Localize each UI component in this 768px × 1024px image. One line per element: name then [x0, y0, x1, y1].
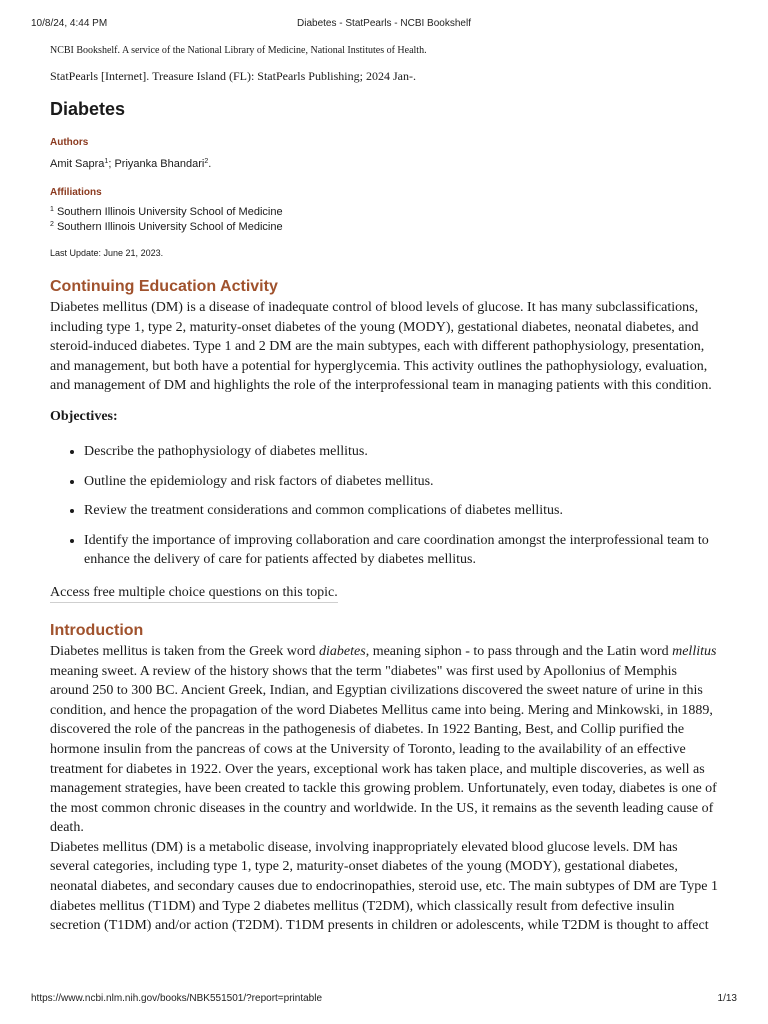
print-url: https://www.ncbi.nlm.nih.gov/books/NBK551501/?report=printable	[31, 993, 323, 1004]
last-update: Last Update: June 21, 2023.	[50, 248, 164, 258]
intro-text: , meaning siphon - to pass through and the Latin word	[365, 643, 673, 659]
author-name[interactable]: Priyanka Bhandari	[114, 158, 205, 170]
page-title: Diabetes	[50, 99, 126, 119]
objective-item: • Identify the importance of improving collaboration and care coordination amongst the interprofessional team to enhance the delivery of care for patients affected by diabetes mellitus.	[84, 531, 718, 570]
objectives-list	[50, 442, 718, 570]
authors-list	[50, 156, 718, 172]
introduction-paragraph-1	[50, 642, 718, 838]
objective-item: • Outline the epidemiology and risk factors of diabetes mellitus.	[84, 472, 718, 492]
affiliation-text: Southern Illinois University School of Medicine	[53, 206, 283, 218]
affiliations-label: Affiliations	[50, 187, 102, 198]
intro-text: meaning sweet. A review of the history shows that the term "diabetes" was first used by Apollonius of Memphis around 250 to 300 BC. Ancient Greek, Indian, and Egyptian civilizations discovered the sweet nature of urine in this condition, and hence the propagation of the word Diabetes Mellitus came into being. Mering and Minkowski, in 1889, discovered the role of the pancreas in the pathogenesis of diabetes. In 1922 Banting, Best, and Collip purified the hormone insulin from the pancreas of cows at the University of Toronto, leading to the availability of an effective treatment for diabetes in 1922. Over the years, exceptional work has taken place, and multiple discoveries, as well as management strategies, have been created to tackle this growing problem. Unfortunately, even today, diabetes is one of the most common chronic diseases in the country and worldwide. In the US, it remains as the seventh leading cause of death.	[50, 663, 717, 836]
author-affiliation-ref[interactable]: 1	[104, 158, 109, 165]
intro-emphasis-mellitus: mellitus	[672, 643, 717, 659]
print-page-number: 1/13	[717, 993, 737, 1004]
section-heading-continuing-education: Continuing Education Activity	[50, 278, 278, 295]
author-separator: ;	[108, 158, 115, 170]
author-name[interactable]: Amit Sapra	[50, 158, 105, 170]
section-heading-introduction: Introduction	[50, 621, 144, 639]
print-page-title: Diabetes - StatPearls - NCBI Bookshelf	[297, 18, 471, 29]
objective-item: • Describe the pathophysiology of diabetes mellitus.	[84, 442, 718, 462]
affiliations-list	[50, 205, 718, 235]
affiliation-text: Southern Illinois University School of Medicine	[53, 221, 283, 233]
intro-text: Diabetes mellitus is taken from the Greek word	[50, 643, 320, 659]
affiliation-item	[50, 205, 718, 220]
intro-emphasis-diabetes: diabetes	[319, 643, 366, 659]
objective-item: • Review the treatment considerations and common complications of diabetes mellitus.	[84, 501, 718, 521]
author-separator: .	[208, 158, 212, 170]
affiliation-item	[50, 220, 718, 235]
affiliation-number: 2	[50, 221, 54, 228]
authors-label: Authors	[50, 137, 89, 148]
introduction-paragraph-2: Diabetes mellitus (DM) is a metabolic disease, involving inappropriately elevated blood glucose levels. DM has several categories, including type 1, type 2, maturity-onset diabetes of the young (MODY), gestational diabetes, neonatal diabetes, and secondary causes due to endocrinopathies, steroid use, etc. The main subtypes of DM are Type 1 diabetes mellitus (T1DM) and Type 2 diabetes mellitus (T2DM), which classically result from defective insulin secretion (T1DM) and/or action (T2DM). T1DM presents in children or adolescents, while T2DM is thought to affect	[50, 839, 718, 934]
document-content	[50, 44, 718, 936]
mcq-access-link[interactable]: Access free multiple choice questions on this topic.	[50, 584, 338, 603]
ncbi-bookshelf-line: NCBI Bookshelf. A service of the National Library of Medicine, National Institutes of Health.	[50, 45, 427, 56]
continuing-education-paragraph: Diabetes mellitus (DM) is a disease of inadequate control of blood levels of glucose. It has many subclassifications, including type 1, type 2, maturity-onset diabetes of the young (MODY), gestational diabetes, neonatal diabetes, and steroid-induced diabetes. Type 1 and 2 DM are the main subtypes, each with different pathophysiology, presentation, and management, but both have a potential for hyperglycemia. This activity outlines the pathophysiology, evaluation, and management of DM and highlights the role of the interprofessional team in managing patients with this condition.	[50, 300, 712, 394]
objectives-label: Objectives:	[50, 408, 118, 424]
author-affiliation-ref[interactable]: 2	[204, 158, 209, 165]
print-datetime: 10/8/24, 4:44 PM	[31, 18, 108, 29]
affiliation-number: 1	[50, 206, 54, 213]
publication-line: StatPearls [Internet]. Treasure Island (FL): StatPearls Publishing; 2024 Jan-.	[50, 69, 416, 83]
